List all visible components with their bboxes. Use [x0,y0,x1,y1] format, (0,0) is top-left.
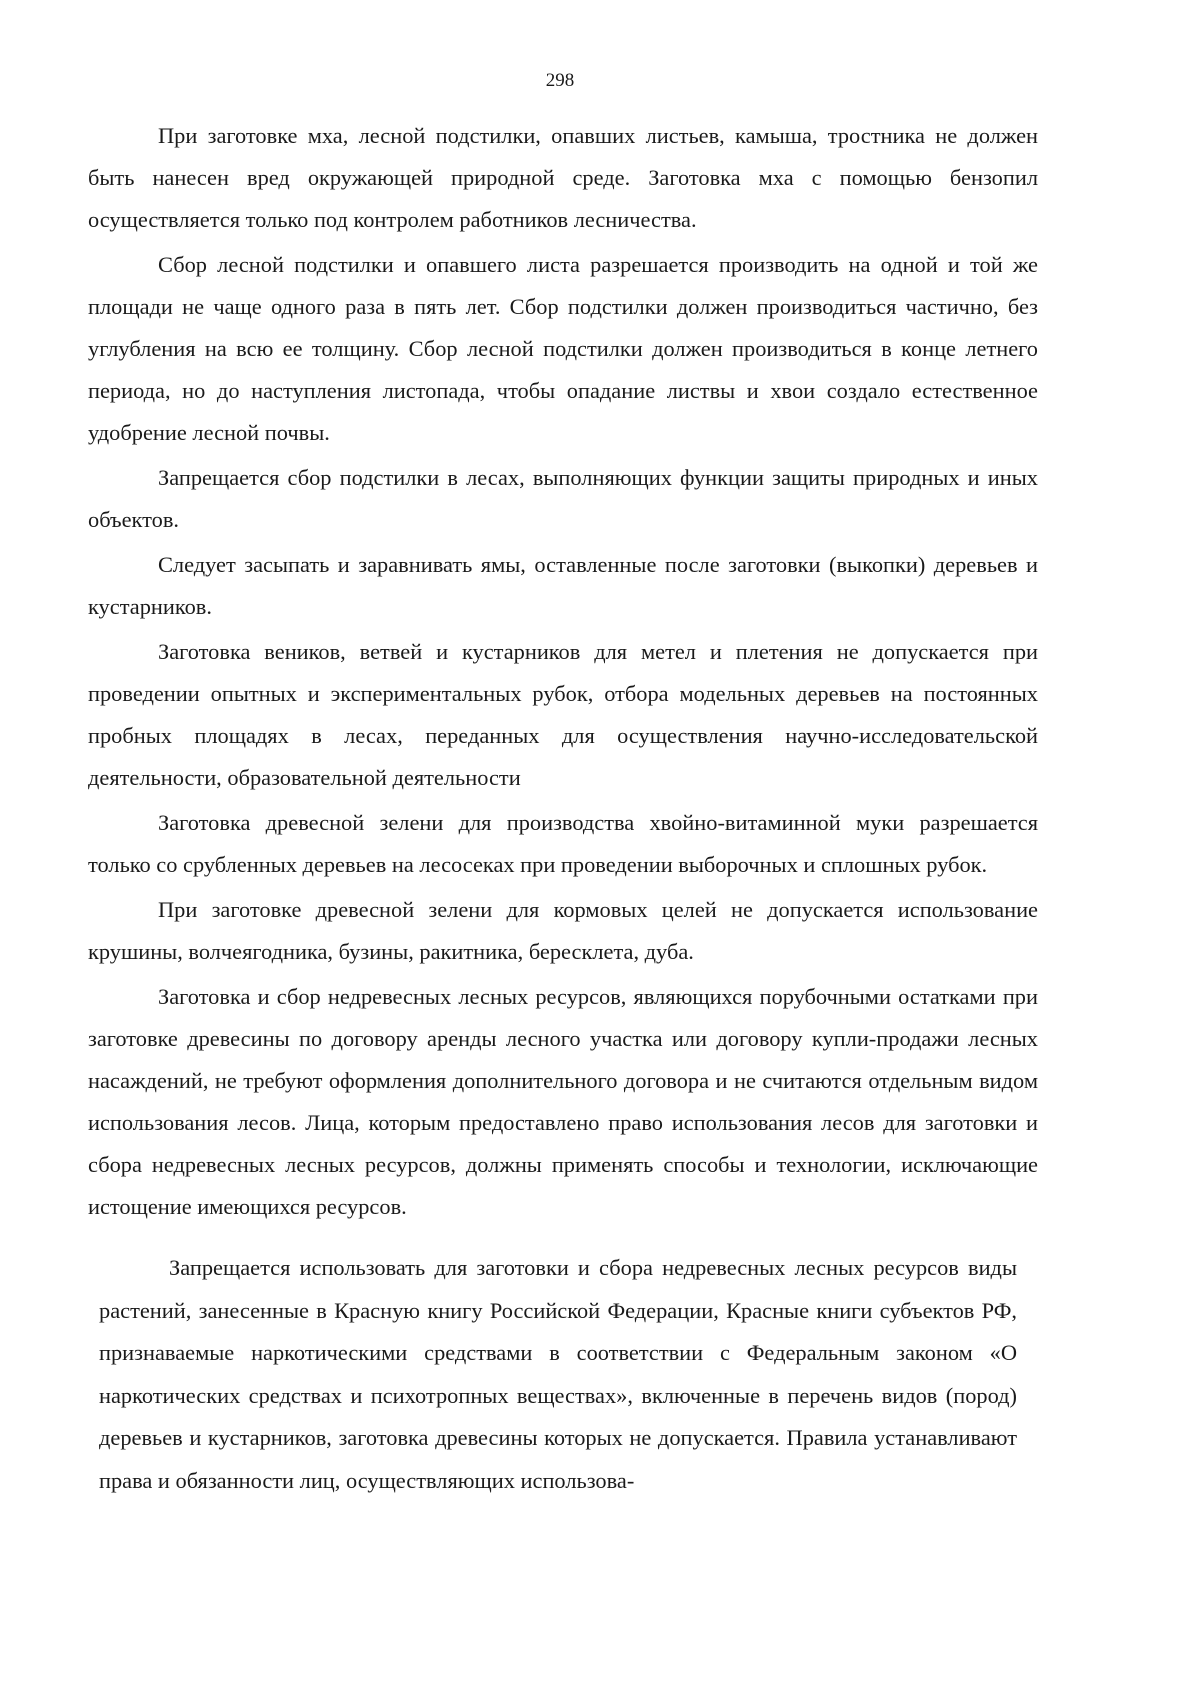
paragraph-litter-collection: Сбор лесной подстилки и опавшего листа разрешается производить на одной и той же площади не чаще одного раза в пять лет. Сбор подстилки должен производиться частично, без углубления на всю ее толщину. Сбор лесной подстилки должен производиться в конце летнего периода, но до наступления листопада, чтобы опадание листвы и хвои создало естественное удобрение лесной почвы. [88,252,1038,445]
document-body-continued [99,1247,1017,1505]
document-body [88,115,1038,1231]
paragraph-pit-filling: Следует засыпать и заравнивать ямы, оставленные после заготовки (выкопки) деревьев и кустарников. [88,552,1038,619]
paragraph-moss-harvesting: При заготовке мха, лесной подстилки, опавших листьев, камыша, тростника не должен быть нанесен вред окружающей природной среде. Заготовка мха с помощью бензопил осуществляется только под контролем работников лесничества. [88,123,1038,232]
page-number: 298 [545,70,575,91]
paragraph-litter-prohibition: Запрещается сбор подстилки в лесах, выполняющих функции защиты природных и иных объектов. [88,465,1038,532]
paragraph-green-wood-flour: Заготовка древесной зелени для производства хвойно-витаминной муки разрешается только со срубленных деревьев на лесосеках при проведении выборочных и сплошных рубок. [88,810,1038,877]
paragraph-brooms-branches: Заготовка веников, ветвей и кустарников для метел и плетения не допускается при проведении опытных и экспериментальных рубок, отбора модельных деревьев на постоянных пробных площадях в лесах, переданных для осуществления научно-исследовательской деятельности, образовательной деятельности [88,639,1038,790]
paragraph-non-timber-resources: Заготовка и сбор недревесных лесных ресурсов, являющихся порубочными остатками при заготовке древесины по договору аренды лесного участка или договору купли-продажи лесных насаждений, не требуют оформления дополнительного договора и не считаются отдельным видом использования лесов. Лица, которым предоставлено право использования лесов для заготовки и сбора недревесных лесных ресурсов, должны применять способы и технологии, исключающие истощение имеющихся ресурсов. [88,984,1038,1219]
paragraph-feed-purposes: При заготовке древесной зелени для кормовых целей не допускается использование крушины, волчеягодника, бузины, ракитника, бересклета, дуба. [88,897,1038,964]
paragraph-prohibited-species: Запрещается использовать для заготовки и сбора недревесных лесных ресурсов виды растений, занесенные в Красную книгу Российской Федерации, Красные книги субъектов РФ, признаваемые наркотическими средствами в соответствии с Федеральным законом «О наркотических средствах и психотропных веществах», включенные в перечень видов (пород) деревьев и кустарников, заготовка древесины которых не допускается. Правила устанавливают права и обязанности лиц, осуществляющих использова- [99,1255,1017,1493]
